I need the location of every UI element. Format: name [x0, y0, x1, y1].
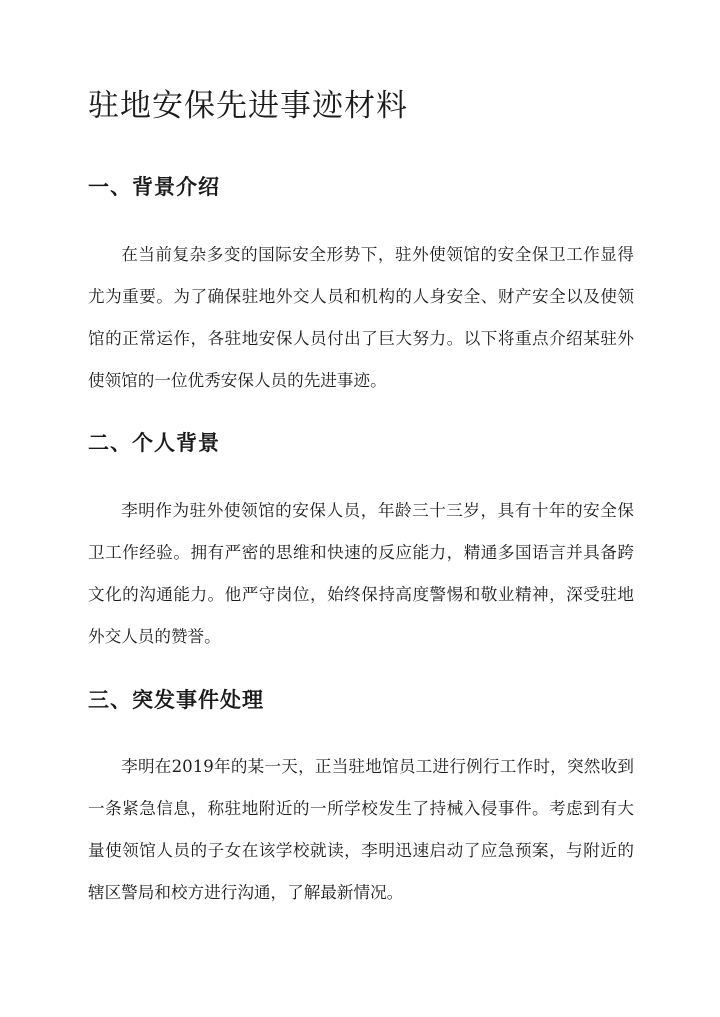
section-heading-background: 一、背景介绍: [88, 174, 220, 199]
section-heading-incident: 三、突发事件处理: [88, 687, 264, 712]
document-title: 驻地安保先进事迹材料: [88, 88, 408, 124]
section-paragraph-incident: 李明在2019年的某一天，正当驻地馆员工进行例行工作时，突然收到一条紧急信息，称驻地附近的一所学校发生了持械入侵事件。考虑到有大量使领馆人员的子女在该学校就读，李明迅速启动了应急预案，与附近的辖区警局和校方进行沟通，了解最新情况。: [88, 757, 634, 902]
section-paragraph-personal: 李明作为驻外使领馆的安保人员，年龄三十三岁，具有十年的安全保卫工作经验。拥有严密的思维和快速的反应能力，精通多国语言并具备跨文化的沟通能力。他严守岗位，始终保持高度警惕和敬业精神，深受驻地外交人员的赞誉。: [88, 501, 634, 646]
section-heading-personal: 二、个人背景: [88, 430, 220, 455]
section-paragraph-background: 在当前复杂多变的国际安全形势下，驻外使领馆的安全保卫工作显得尤为重要。为了确保驻地外交人员和机构的人身安全、财产安全以及使领馆的正常运作，各驻地安保人员付出了巨大努力。以下将重点介绍某驻外使领馆的一位优秀安保人员的先进事迹。: [88, 245, 634, 390]
